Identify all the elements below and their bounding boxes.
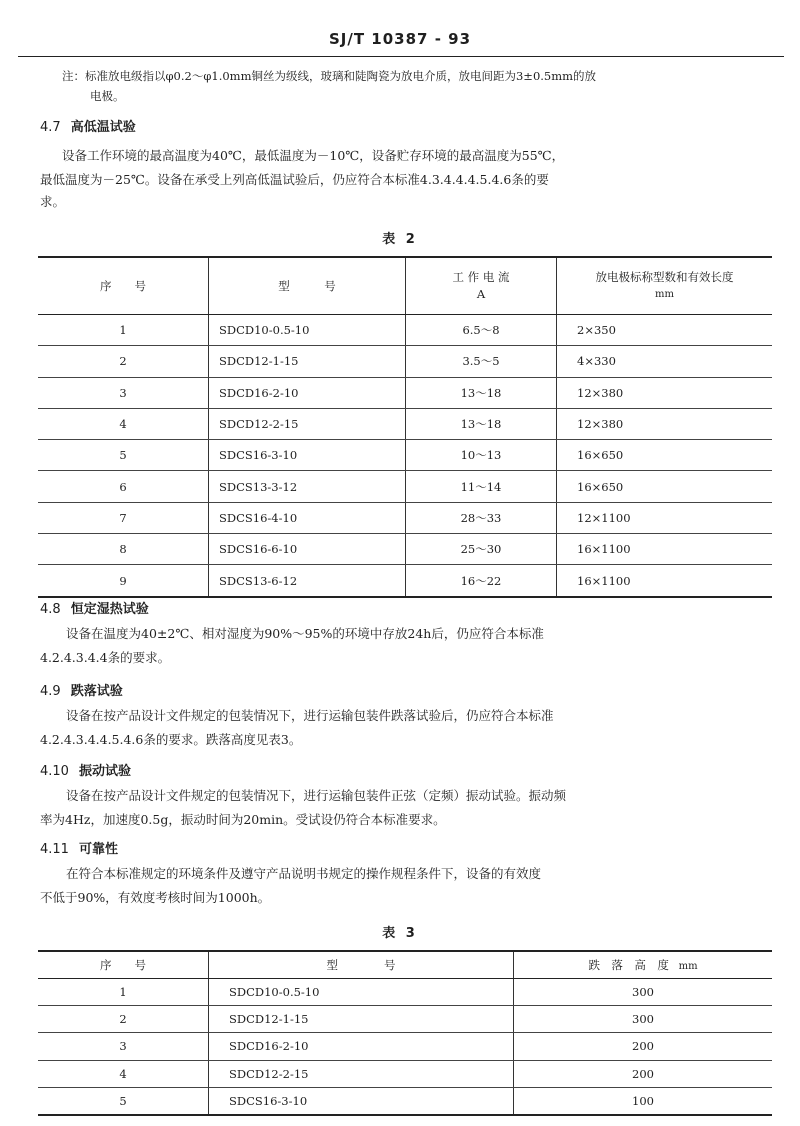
cell-height: 200: [514, 1060, 773, 1087]
cell-length: 16×1100: [577, 573, 631, 588]
paragraph-line: 求。: [40, 194, 66, 209]
paragraph-line: 设备在按产品设计文件规定的包装情况下，进行运输包装件正弦（定频）振动试验。振动频: [66, 788, 567, 803]
cell-model: SDCD10-0.5-10: [209, 979, 514, 1006]
header-seq: 序 号: [38, 257, 209, 315]
table-row: [38, 440, 772, 471]
header-model: 型 号: [209, 257, 406, 315]
table-row: [38, 408, 772, 439]
section-4-8-heading: [40, 598, 149, 617]
section-number: 4.7: [40, 120, 61, 135]
table-3-caption: 表 3: [382, 926, 418, 941]
cell-seq: 7: [38, 502, 209, 533]
header-current-label: 工 作 电 流: [452, 270, 510, 284]
paragraph-line: 率为4Hz，加速度0.5g，振动时间为20min。受试设仍符合本标准要求。: [40, 812, 446, 827]
cell-model: SDCS13-6-12: [209, 565, 406, 597]
cell-current: 13～18: [406, 377, 557, 408]
section-title: 跌落试验: [70, 684, 123, 699]
cell-length: 16×650: [557, 440, 773, 471]
cell-seq: 5: [38, 440, 209, 471]
cell-length: 16×1100: [557, 534, 773, 565]
cell-current: 11～14: [406, 471, 557, 502]
cell-length: 12×1100: [557, 502, 773, 533]
table-row: [38, 471, 772, 502]
header-current-unit: A: [476, 287, 486, 301]
cell-model: SDCD16-2-10: [209, 1033, 514, 1060]
cell-model: SDCS16-4-10: [209, 502, 406, 533]
cell-seq: 9: [38, 565, 209, 597]
section-4-10-heading: [40, 760, 131, 779]
section-title: 可靠性: [78, 842, 118, 857]
table-header-row: [38, 951, 772, 979]
cell-height: 300: [514, 979, 773, 1006]
header-height-unit: mm: [678, 961, 698, 972]
header-rule: [18, 56, 784, 57]
section-number: 4.11: [40, 842, 69, 857]
cell-model: SDCD12-1-15: [209, 346, 406, 377]
cell-seq: 3: [38, 1033, 209, 1060]
section-title: 振动试验: [78, 764, 131, 779]
cell-length: 2×350: [557, 315, 773, 346]
note-line-2: 电极。: [90, 89, 125, 103]
cell-model: SDCS13-3-12: [209, 471, 406, 502]
cell-height: 100: [632, 1093, 654, 1108]
paragraph-line: 不低于90%，有效度考核时间为1000h。: [40, 890, 271, 905]
header-current: [406, 257, 557, 315]
cell-current: 6.5～8: [406, 315, 557, 346]
cell-model: SDCD12-2-15: [209, 408, 406, 439]
cell-seq: 3: [38, 377, 209, 408]
table-row: [38, 979, 772, 1006]
cell-model: SDCS16-6-10: [209, 534, 406, 565]
paragraph-line: 设备在按产品设计文件规定的包装情况下，进行运输包装件跌落试验后，仍应符合本标准: [66, 708, 554, 723]
section-title: 高低温试验: [70, 120, 136, 135]
cell-current: 16～22: [406, 565, 557, 597]
header-length-label: 放电极标称型数和有效长度: [595, 270, 734, 284]
cell-model: SDCD16-2-10: [209, 377, 406, 408]
cell-current: 25～30: [406, 534, 557, 565]
header-height-label: 跌 落 高 度: [588, 958, 669, 972]
table-row: [38, 534, 772, 565]
cell-seq: 2: [38, 1006, 209, 1033]
header-model: 型 号: [209, 951, 514, 979]
table-2-caption: 表 2: [382, 232, 418, 247]
paragraph-line: 设备在温度为40±2℃、相对湿度为90%～95%的环境中存放24h后，仍应符合本标准: [66, 626, 544, 641]
note-line-1: 注：标准放电级指以φ0.2～φ1.0mm铜丝为级线，玻璃和陡陶瓷为放电介质，放电间距为3±0.5mm的放: [62, 69, 597, 83]
table-row: [38, 1006, 772, 1033]
table-row: [38, 1033, 772, 1060]
paragraph-line: 4.2.4.3.4.4.5.4.6条的要求。跌落高度见表3。: [40, 732, 302, 747]
cell-seq: 5: [38, 1087, 209, 1115]
table-3: [38, 950, 772, 1116]
cell-current: 10～13: [406, 440, 557, 471]
cell-current: 13～18: [406, 408, 557, 439]
header-seq: 序 号: [38, 951, 209, 979]
cell-length: 12×380: [557, 377, 773, 408]
section-title: 恒定湿热试验: [70, 602, 149, 617]
cell-seq: 1: [38, 315, 209, 346]
paragraph-line: 4.2.4.3.4.4条的要求。: [40, 650, 171, 665]
paragraph-line: 设备工作环境的最高温度为40℃，最低温度为－10℃，设备贮存环境的最高温度为55℃，: [62, 148, 565, 163]
cell-seq: 6: [38, 471, 209, 502]
cell-length: 12×380: [557, 408, 773, 439]
table-row: [38, 315, 772, 346]
cell-height: 200: [514, 1033, 773, 1060]
cell-seq: 4: [38, 1060, 209, 1087]
table-2: [38, 256, 772, 598]
cell-seq: 4: [38, 408, 209, 439]
table-row: [38, 1060, 772, 1087]
table-row: [38, 1087, 772, 1115]
cell-length: 16×650: [557, 471, 773, 502]
paragraph-line: 最低温度为－25℃。设备在承受上列高低温试验后，仍应符合本标准4.3.4.4.4.5.4.6条的要: [40, 172, 549, 187]
cell-model: SDCS16-3-10: [209, 1087, 514, 1115]
cell-current: 3.5～5: [406, 346, 557, 377]
cell-model: SDCD10-0.5-10: [209, 315, 406, 346]
section-number: 4.8: [40, 602, 61, 617]
cell-height: 300: [514, 1006, 773, 1033]
section-4-7-heading: [40, 116, 136, 135]
cell-seq: 1: [38, 979, 209, 1006]
table-header-row: [38, 257, 772, 315]
page-header: SJ/T 10387 - 93: [328, 30, 472, 48]
paragraph-line: 在符合本标准规定的环境条件及遵守产品说明书规定的操作规程条件下，设备的有效度: [66, 866, 542, 881]
header-height: [514, 951, 773, 979]
section-4-9-heading: [40, 680, 123, 699]
cell-model: SDCD12-1-15: [209, 1006, 514, 1033]
cell-seq: 2: [38, 346, 209, 377]
section-4-11-heading: [40, 838, 118, 857]
cell-model: SDCD12-2-15: [209, 1060, 514, 1087]
table-row: [38, 346, 772, 377]
cell-model: SDCS16-3-10: [209, 440, 406, 471]
header-length: [557, 257, 773, 315]
table-row: [38, 377, 772, 408]
header-length-unit: mm: [655, 289, 674, 300]
section-number: 4.9: [40, 684, 61, 699]
cell-current: 28～33: [406, 502, 557, 533]
section-number: 4.10: [40, 764, 69, 779]
table-row: [38, 565, 772, 597]
cell-length: 4×330: [557, 346, 773, 377]
table-row: [38, 502, 772, 533]
cell-seq: 8: [38, 534, 209, 565]
